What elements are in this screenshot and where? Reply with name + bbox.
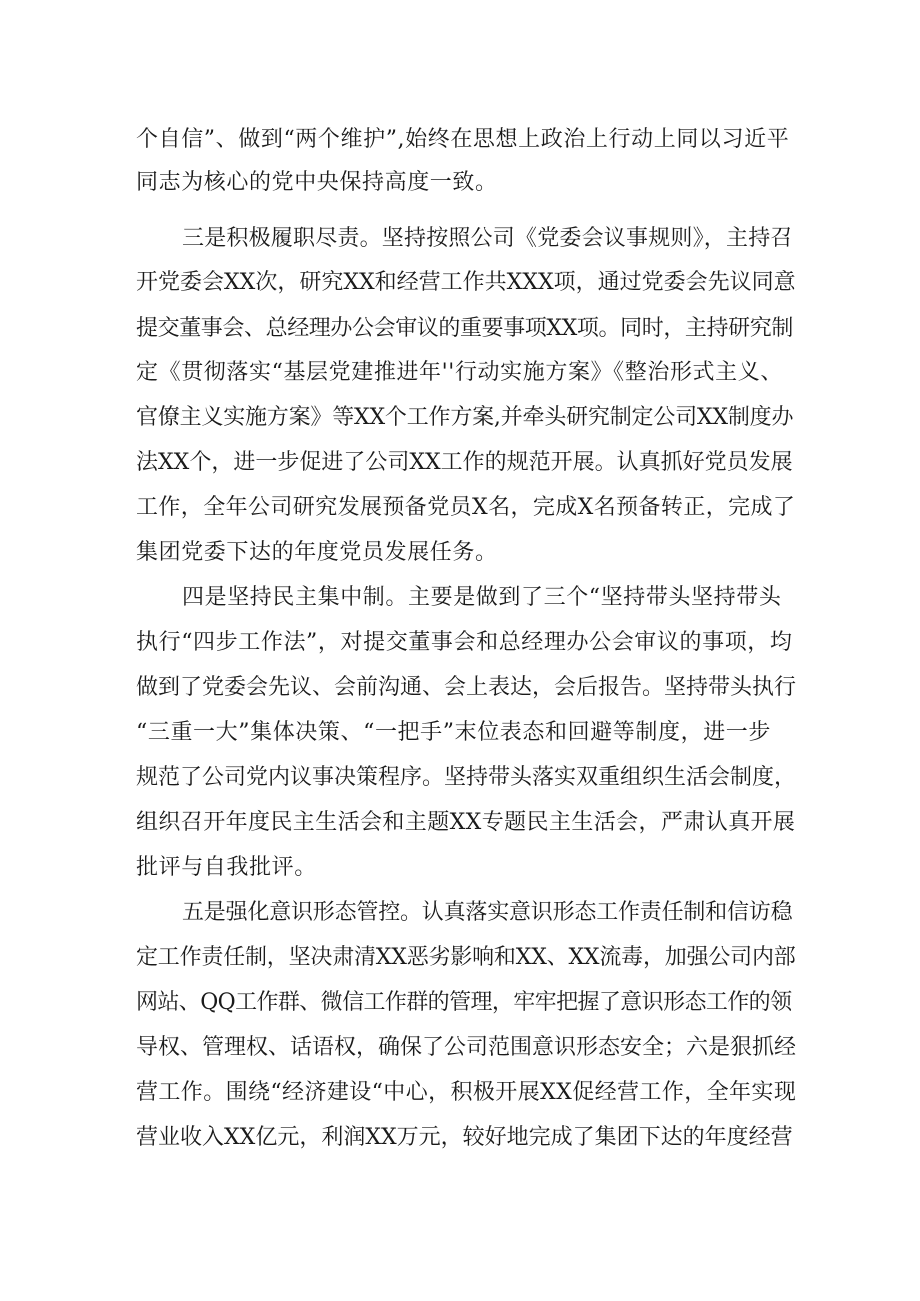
text-line: 导权、管理权、话语权，确保了公司范围意识形态安全；六是狠抓经 bbox=[136, 1035, 797, 1060]
text-line: 营业收入XX亿元，利润XX万元，较好地完成了集团下达的年度经营 bbox=[136, 1125, 793, 1150]
text-line: 法XX个，进一步促进了公司XX工作的规范开展。认真抓好党员发展 bbox=[136, 450, 793, 475]
text-line: 官僚主义实施方案》等XX个工作方案,并牵头研究制定公司XX制度办 bbox=[136, 405, 794, 430]
text-line: 批评与自我批评。 bbox=[136, 855, 317, 880]
text-line: 执行“四步工作法”，对提交董事会和总经理办公会审议的事项，均 bbox=[136, 630, 793, 655]
paragraph-3-first-line: 三是积极履职尽责。坚持按照公司《党委会议事规则》，主持召 bbox=[182, 226, 793, 251]
text-line: 个自信”、做到“两个维护”,始终在思想上政治上行动上同以习近平 bbox=[136, 127, 790, 152]
text-line: 集团党委下达的年度党员发展任务。 bbox=[136, 540, 498, 565]
text-line: 提交董事会、总经理办公会审议的重要事项XX项。同时，主持研究制 bbox=[136, 316, 793, 341]
text-line: 定《贯彻落实“基层党建推进年''行动实施方案》《整治形式主义、 bbox=[136, 360, 783, 385]
text-line: 网站、QQ工作群、微信工作群的管理，牢牢把握了意识形态工作的领 bbox=[136, 990, 792, 1015]
text-line: 定工作责任制，坚决肃清XX恶劣影响和XX、XX流毒，加强公司内部 bbox=[136, 945, 796, 970]
text-line: 营工作。围绕“经济建设“中心，积极开展XX促经营工作，全年实现 bbox=[136, 1080, 797, 1105]
text-line: 同志为核心的党中央保持高度一致。 bbox=[136, 170, 498, 195]
text-line: 开党委会XX次，研究XX和经营工作共XXX项，通过党委会先议同意 bbox=[136, 270, 796, 295]
text-line: “三重一大”集体决策、“一把手”末位表态和回避等制度，进一步 bbox=[136, 720, 771, 745]
text-line: 规范了公司党内议事决策程序。坚持带头落实双重组织生活会制度， bbox=[136, 765, 797, 790]
paragraph-4-first-line: 四是坚持民主集中制。主要是做到了三个“坚持带头坚持带头 bbox=[182, 585, 782, 610]
paragraph-5-first-line: 五是强化意识形态管控。认真落实意识形态工作责任制和信访稳 bbox=[182, 900, 793, 925]
text-line: 做到了党委会先议、会前沟通、会上表达，会后报告。坚持带头执行 bbox=[136, 675, 797, 700]
text-line: 组织召开年度民主生活会和主题XX专题民主生活会，严肃认真开展 bbox=[136, 810, 796, 835]
text-line: 工作，全年公司研究发展预备党员X名，完成X名预备转正，完成了 bbox=[136, 495, 796, 520]
